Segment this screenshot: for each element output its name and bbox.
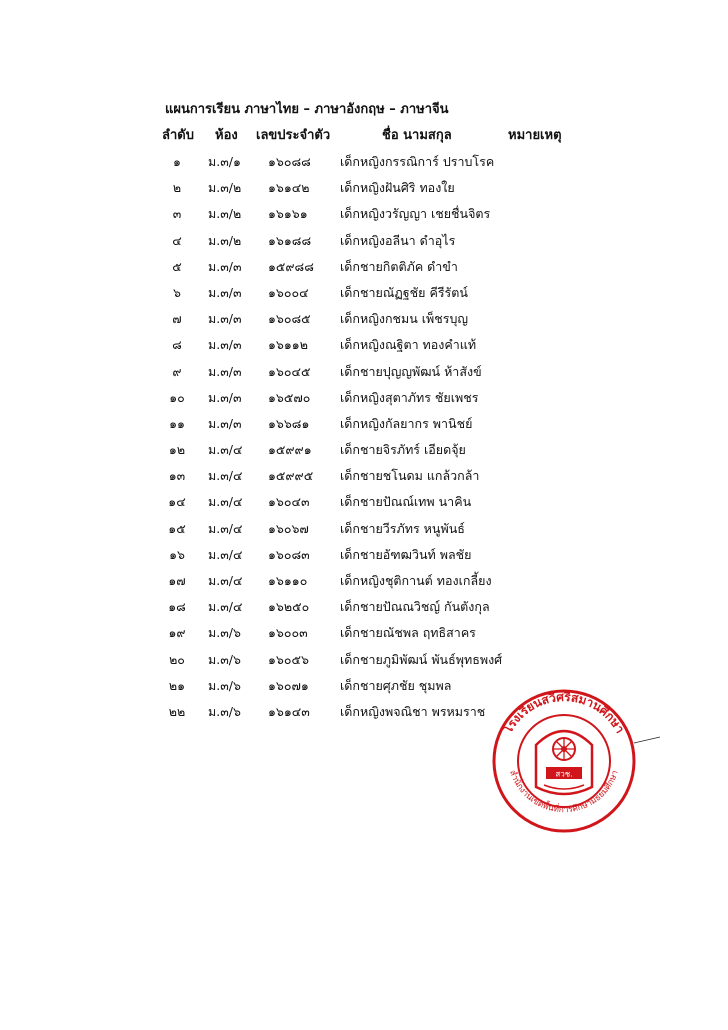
student-room: ม.๓/๓ bbox=[208, 415, 242, 431]
student-name: เด็กชายปัณณวิชญ์ กันตังกุล bbox=[340, 599, 490, 615]
student-room: ม.๓/๖ bbox=[208, 651, 241, 667]
student-room: ม.๓/๓ bbox=[208, 284, 242, 300]
page-title: แผนการเรียน ภาษาไทย – ภาษาอังกฤษ – ภาษาจีน bbox=[165, 102, 449, 117]
student-id: ๑๖๑๘๘ bbox=[268, 232, 312, 248]
student-id: ๑๖๖๘๑ bbox=[268, 415, 310, 431]
student-name: เด็กชายจิรภัทร์ เอียดจุ้ย bbox=[340, 442, 466, 458]
student-room: ม.๓/๔ bbox=[208, 573, 243, 588]
student-id: ๑๖๑๔๓ bbox=[268, 703, 310, 719]
student-name: เด็กหญิงอลีนา ดำอุไร bbox=[340, 232, 456, 248]
student-row bbox=[0, 204, 728, 230]
header-remark: หมายเหตุ bbox=[508, 128, 562, 143]
student-row bbox=[0, 257, 728, 283]
student-id: ๑๖๑๔๒ bbox=[268, 180, 310, 196]
student-id: ๑๖๐๐๓ bbox=[268, 625, 308, 641]
student-name: เด็กชายชโนดม แกล้วกล้า bbox=[340, 468, 480, 484]
student-no: ๒๒ bbox=[168, 703, 186, 719]
student-room: ม.๓/๔ bbox=[208, 599, 243, 615]
student-row bbox=[0, 178, 728, 204]
student-id: ๑๖๐๘๓ bbox=[268, 546, 310, 562]
student-room: ม.๓/๔ bbox=[208, 546, 243, 562]
student-id: ๑๕๙๙๕ bbox=[268, 468, 314, 484]
student-name: เด็กชายวีรภัทร หนูพันธ์ bbox=[340, 520, 465, 536]
student-no: ๒๑ bbox=[168, 677, 186, 693]
student-row bbox=[0, 231, 728, 257]
student-id: ๑๖๐๕๖ bbox=[268, 651, 309, 667]
student-row bbox=[0, 519, 728, 545]
student-id: ๑๖๐๔๓ bbox=[268, 494, 310, 510]
student-row bbox=[0, 650, 728, 676]
student-name: เด็กหญิงชุติกานต์ ทองเกลี้ยง bbox=[340, 573, 492, 588]
student-no: ๕ bbox=[172, 258, 182, 274]
student-name: เด็กหญิงฝันศิริ ทองใย bbox=[340, 180, 455, 196]
student-room: ม.๓/๑ bbox=[208, 154, 241, 169]
student-row bbox=[0, 597, 728, 623]
student-row bbox=[0, 362, 728, 388]
student-no: ๑๐ bbox=[169, 389, 185, 405]
student-no: ๑๑ bbox=[169, 415, 185, 431]
student-no: ๑๙ bbox=[168, 625, 186, 641]
student-name: เด็กชายปุญญพัฒน์ ห้าสังข์ bbox=[340, 363, 482, 379]
student-no: ๑๖ bbox=[169, 546, 185, 562]
student-row bbox=[0, 283, 728, 309]
student-room: ม.๓/๖ bbox=[208, 677, 241, 693]
student-id: ๑๖๐๘๘ bbox=[268, 154, 311, 169]
student-no: ๙ bbox=[172, 363, 182, 379]
student-name: เด็กชายณัฏฐชัย คีรีรัตน์ bbox=[340, 284, 468, 300]
student-name: เด็กหญิงกัลยากร พานิชย์ bbox=[340, 415, 473, 431]
student-row bbox=[0, 309, 728, 335]
student-room: ม.๓/๒ bbox=[208, 180, 242, 196]
school-seal bbox=[484, 683, 662, 833]
student-id: ๑๕๙๘๘ bbox=[268, 258, 314, 274]
student-room: ม.๓/๔ bbox=[208, 442, 243, 458]
svg-text:โรงเรียนสวีศรีสมานศึกษา bbox=[499, 690, 627, 737]
student-row bbox=[0, 414, 728, 440]
student-no: ๖ bbox=[173, 284, 181, 300]
student-id: ๑๖๐๔๕ bbox=[268, 363, 311, 379]
student-no: ๔ bbox=[172, 232, 182, 248]
student-no: ๒ bbox=[172, 180, 182, 196]
student-room: ม.๓/๔ bbox=[208, 494, 243, 510]
student-no: ๑๕ bbox=[168, 520, 186, 536]
header-no: ลำดับ bbox=[162, 128, 194, 143]
student-no: ๘ bbox=[172, 337, 182, 353]
student-name: เด็กชายภูมิพัฒน์ พันธ์พุทธพงศ์ bbox=[340, 651, 503, 667]
student-no: ๒๐ bbox=[169, 651, 185, 667]
student-row bbox=[0, 335, 728, 361]
student-no: ๑๗ bbox=[168, 573, 186, 588]
student-no: ๑๓ bbox=[168, 468, 186, 484]
student-room: ม.๓/๒ bbox=[208, 232, 242, 248]
student-id: ๑๖๐๖๗ bbox=[268, 520, 309, 536]
student-row bbox=[0, 152, 728, 178]
seal-inner-text: สวช. bbox=[555, 769, 573, 779]
student-no: ๑๔ bbox=[168, 494, 186, 510]
student-id: ๑๖๑๑๒ bbox=[268, 337, 308, 353]
student-list bbox=[0, 152, 728, 728]
student-room: ม.๓/๖ bbox=[208, 703, 241, 719]
student-name: เด็กหญิงกชมน เพ็ชรบุญ bbox=[340, 311, 469, 327]
student-name: เด็กหญิงกรรณิการ์ ปราบโรค bbox=[340, 154, 495, 169]
student-row bbox=[0, 492, 728, 518]
student-room: ม.๓/๓ bbox=[208, 337, 242, 353]
student-no: ๑๘ bbox=[168, 599, 186, 615]
student-id: ๑๖๑๑๐ bbox=[268, 573, 308, 588]
student-name: เด็กหญิงวรัญญา เชยชื่นจิตร bbox=[340, 206, 491, 222]
student-room: ม.๓/๓ bbox=[208, 258, 242, 274]
student-id: ๑๖๐๗๑ bbox=[268, 677, 309, 693]
header-room: ห้อง bbox=[215, 128, 238, 143]
header-name: ชื่อ นามสกุล bbox=[382, 128, 452, 143]
student-no: ๓ bbox=[172, 206, 182, 222]
student-id: ๑๕๙๙๑ bbox=[268, 442, 312, 458]
seal-top-text: โรงเรียนสวีศรีสมานศึกษา bbox=[500, 689, 628, 736]
student-name: เด็กหญิงณฐิตา ทองคำแท้ bbox=[340, 337, 477, 353]
student-id: ๑๖๒๕๐ bbox=[268, 599, 310, 615]
student-room: ม.๓/๓ bbox=[208, 389, 242, 405]
student-no: ๗ bbox=[172, 311, 182, 327]
student-row bbox=[0, 571, 728, 597]
student-id: ๑๖๐๘๕ bbox=[268, 311, 311, 327]
student-room: ม.๓/๔ bbox=[208, 468, 243, 484]
student-no: ๑ bbox=[173, 154, 181, 169]
student-room: ม.๓/๒ bbox=[208, 206, 242, 222]
student-name: เด็กชายณัชพล ฤทธิสาคร bbox=[340, 625, 476, 641]
student-row bbox=[0, 466, 728, 492]
student-row bbox=[0, 623, 728, 649]
student-name: เด็กหญิงพจณิชา พรหมราช bbox=[340, 703, 486, 719]
seal-bottom-text: สำนักงานเขตพื้นที่การศึกษามัธยมศึกษา bbox=[507, 768, 621, 816]
student-name: เด็กชายกิตติภัค ดำขำ bbox=[340, 258, 458, 274]
student-id: ๑๖๐๐๔ bbox=[268, 284, 309, 300]
student-row bbox=[0, 545, 728, 571]
student-name: เด็กหญิงสุตาภัทร ชัยเพชร bbox=[340, 389, 479, 405]
student-room: ม.๓/๔ bbox=[208, 520, 243, 536]
student-name: เด็กชายปัณณ์เทพ นาคิน bbox=[340, 494, 472, 510]
header-student-id: เลขประจำตัว bbox=[256, 128, 331, 143]
student-name: เด็กชายศุภชัย ชุมพล bbox=[340, 677, 452, 693]
student-name: เด็กชายอัฑฒวินท์ พลชัย bbox=[340, 546, 472, 562]
student-no: ๑๒ bbox=[168, 442, 186, 458]
student-row bbox=[0, 440, 728, 466]
student-room: ม.๓/๓ bbox=[208, 363, 242, 379]
student-room: ม.๓/๖ bbox=[208, 625, 241, 641]
student-id: ๑๖๕๗๐ bbox=[268, 389, 311, 405]
student-id: ๑๖๑๖๑ bbox=[268, 206, 308, 222]
student-row bbox=[0, 388, 728, 414]
student-room: ม.๓/๓ bbox=[208, 311, 242, 327]
